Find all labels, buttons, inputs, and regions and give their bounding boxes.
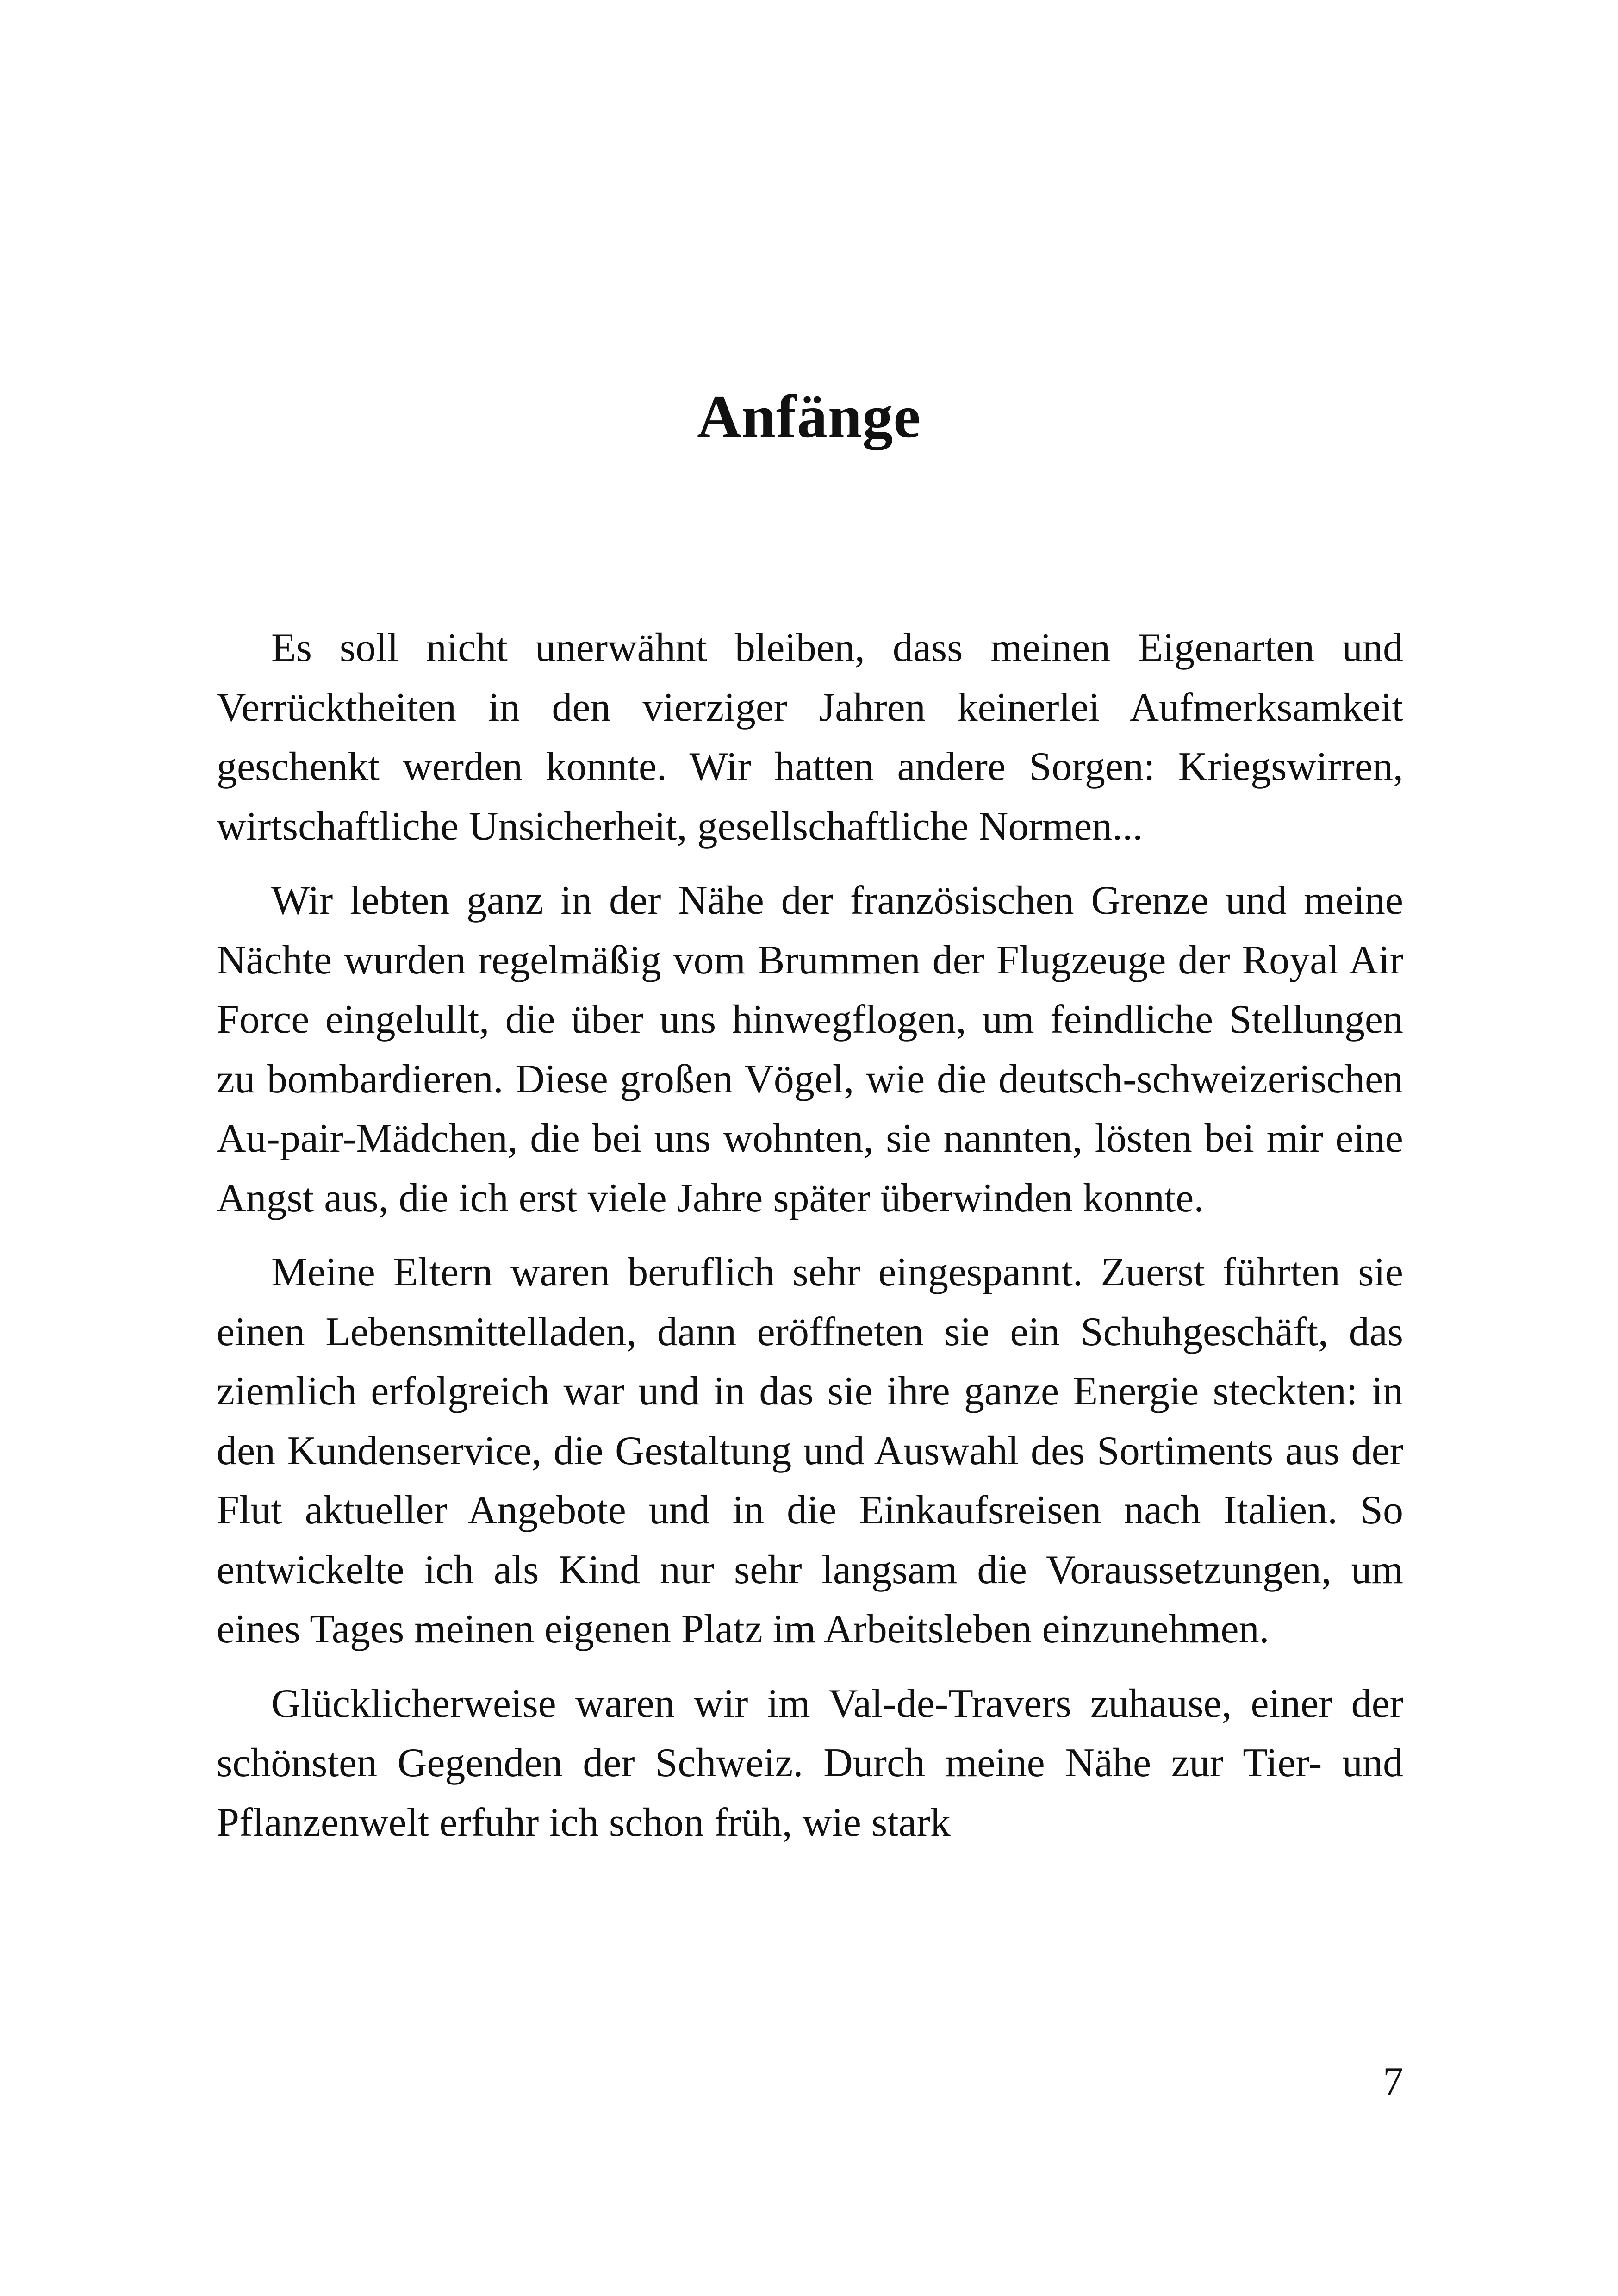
page-number: 7 bbox=[1383, 2059, 1403, 2104]
paragraph-3: Meine Eltern waren beruflich sehr eingespannt. Zuerst führten sie einen Lebensmittelladen, dann eröffneten sie ein Schuhgeschäft, das ziemlich erfolgreich war und in das sie ihre ganze Energie steckten: in den Kundenservice, die Gestaltung und Auswahl des Sortiments aus der Flut aktueller Angebote und in die Einkaufsreisen nach Italien. So entwickelte ich als Kind nur sehr langsam die Voraussetzungen, um eines Tages meinen eigenen Platz im Arbeitsleben einzunehmen. bbox=[217, 1250, 1403, 1652]
paragraph-2: Wir lebten ganz in der Nähe der französischen Grenze und meine Nächte wurden regelmäßig vom Brummen der Flugzeuge der Royal Air Force eingelullt, die über uns hinwegflogen, um feindliche Stellungen zu bombardieren. Diese großen Vögel, wie die deutsch-schweizerischen Au-pair-Mädchen, die bei uns wohnten, sie nannten, lösten bei mir eine Angst aus, die ich erst viele Jahre später überwinden konnte. bbox=[217, 878, 1403, 1221]
body-text bbox=[217, 618, 1403, 1867]
paragraph-4: Glücklicherweise waren wir im Val-de-Travers zuhause, einer der schönsten Gegenden der Schweiz. Durch meine Nähe zur Tier- und Pflanzenwelt erfuhr ich schon früh, wie stark bbox=[217, 1681, 1403, 1845]
paragraph-1: Es soll nicht unerwähnt bleiben, dass meinen Eigenarten und Verrücktheiten in den vierziger Jahren keinerlei Aufmerksamkeit geschenkt werden konnte. Wir hatten andere Sorgen: Kriegswirren, wirtschaftliche Unsicherheit, gesellschaftliche Normen... bbox=[217, 625, 1403, 849]
chapter-title: Anfänge bbox=[697, 382, 921, 450]
